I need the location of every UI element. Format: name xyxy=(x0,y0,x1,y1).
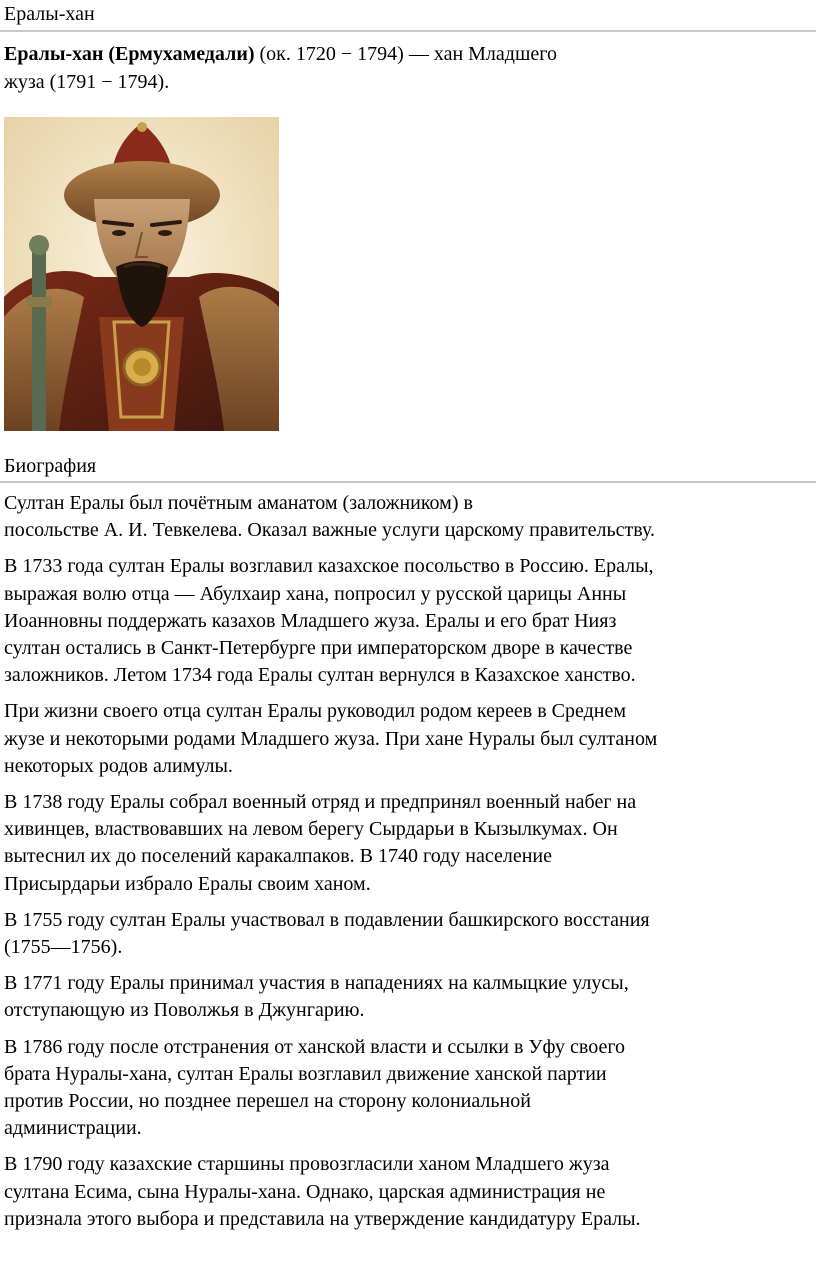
bio-line: В 1738 году Ералы собрал военный отряд и предпринял военный набег на xyxy=(4,791,637,814)
bio-line: В 1733 года султан Ералы возглавил казахское посольство в Россию. Ералы, xyxy=(4,555,654,578)
intro-paragraph xyxy=(4,40,704,96)
title-divider xyxy=(0,30,816,32)
bio-line: В 1790 году казахские старшины провозгласили ханом Младшего жуза xyxy=(4,1153,610,1176)
bio-line: администрации. xyxy=(4,1117,142,1140)
intro-name: Ералы-хан (Ермухамедали) xyxy=(4,43,255,65)
intro-line-1 xyxy=(4,40,704,68)
bio-line: В 1755 году султан Ералы участвовал в подавлении башкирского восстания xyxy=(4,908,650,931)
bio-paragraph xyxy=(4,553,816,689)
portrait-icon xyxy=(4,117,279,431)
section-divider xyxy=(0,481,816,483)
bio-line: посольстве А. И. Тевкелева. Оказал важные услуги царскому правительству. xyxy=(4,519,655,542)
section-heading-biography: Биография xyxy=(4,455,97,477)
bio-line: вытеснил их до поселений каракалпаков. В 1740 году население xyxy=(4,845,553,868)
bio-paragraph xyxy=(4,907,816,961)
bio-line: Иоанновны поддержать казахов Младшего жуза. Ералы и его брат Нияз xyxy=(4,609,617,632)
bio-line: жузе и некоторыми родами Младшего жуза. При хане Нуралы был султаном xyxy=(4,727,658,750)
bio-line: султана Есима, сына Нуралы-хана. Однако, царская администрация не xyxy=(4,1180,606,1203)
intro-dates: (ок. 1720 − 1794) — хан Младшего xyxy=(254,43,557,65)
portrait-image xyxy=(4,117,279,431)
bio-line: выражая волю отца — Абулхаир хана, попросил у русской царицы Анны xyxy=(4,582,627,605)
bio-paragraph xyxy=(4,1151,816,1233)
bio-line: признала этого выбора и представила на утверждение кандидатуру Ералы. xyxy=(4,1207,641,1230)
bio-line: некоторых родов алимулы. xyxy=(4,754,233,777)
bio-line: Присырдарьи избрало Ералы своим ханом. xyxy=(4,872,371,895)
bio-paragraph xyxy=(4,789,816,898)
bio-line: хивинцев, властвовавших на левом берегу Сырдарьи в Кызылкумах. Он xyxy=(4,818,618,841)
bio-line: При жизни своего отца султан Ералы руководил родом кереев в Среднем xyxy=(4,700,627,723)
bio-paragraph xyxy=(4,1034,816,1143)
bio-line: отступающую из Поволжья в Джунгарию. xyxy=(4,999,365,1022)
bio-line: против России, но позднее перешел на сторону колониальной xyxy=(4,1090,531,1113)
bio-line: Султан Ералы был почётным аманатом (заложником) в xyxy=(4,492,473,514)
bio-line: брата Нуралы-хана, султан Ералы возглавил движение ханской партии xyxy=(4,1062,607,1085)
bio-line: В 1786 году после отстранения от ханской власти и ссылки в Уфу своего xyxy=(4,1035,626,1058)
bio-paragraph xyxy=(4,698,816,780)
page-title: Ералы-хан xyxy=(4,3,95,25)
bio-paragraph xyxy=(4,490,816,544)
bio-line: (1755—1756). xyxy=(4,936,123,959)
biography-text xyxy=(4,490,816,1242)
bio-line: заложников. Летом 1734 года Ералы султан вернулся в Казахское ханство. xyxy=(4,664,636,687)
bio-line: В 1771 году Ералы принимал участия в нападениях на калмыцкие улусы, xyxy=(4,972,629,995)
intro-line-2: жуза (1791 − 1794). xyxy=(4,71,170,93)
bio-paragraph xyxy=(4,970,816,1024)
bio-line: султан остались в Санкт-Петербурге при императорском дворе в качестве xyxy=(4,637,633,660)
